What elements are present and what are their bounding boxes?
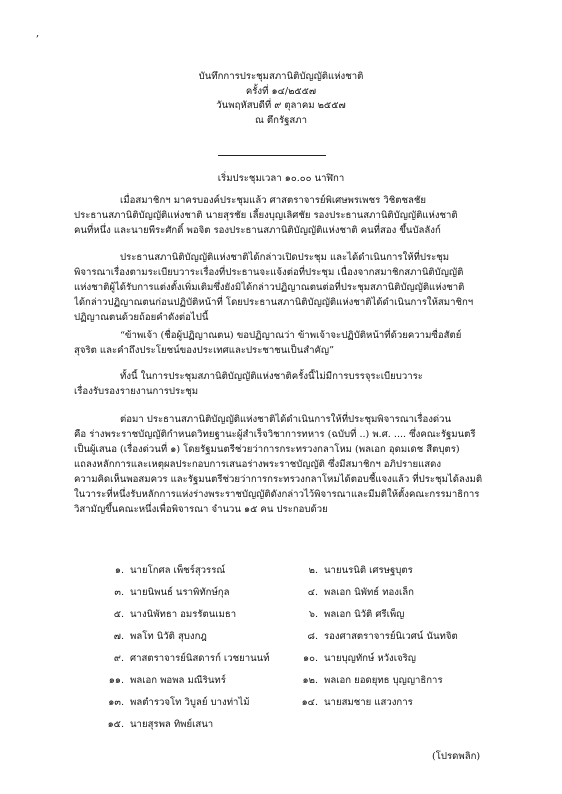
paragraph-line: คือ ร่างพระราชบัญญัติกำหนดวิทยฐานะผู้สำเร็จวิชาการทหาร (ฉบับที่ ..) พ.ศ. .... ซึ่งคณะรัฐมนตรี [74, 429, 476, 440]
member-number: ๕. [113, 609, 124, 620]
member-name: ศาสตราจารย์นิสดารก์ เวชยานนท์ [130, 653, 270, 664]
paragraph [74, 328, 492, 358]
start-time: เริ่มประชุมเวลา ๑๐.๐๐ นาฬิกา [217, 173, 345, 184]
member-number: ๓. [114, 587, 124, 598]
paragraph-line: เมื่อสมาชิกฯ มาครบองค์ประชุมแล้ว ศาสตราจารย์พิเศษพรเพชร วิชิตชลชัย [120, 195, 427, 206]
paragraph-line: ประธานสภานิติบัญญัติแห่งชาติได้กล่าวเปิดประชุม และได้ดำเนินการให้ที่ประชุม [120, 252, 450, 263]
continued-note: (โปรดพลิก) [432, 751, 481, 762]
meeting-place: ณ ตึกรัฐสภา [254, 114, 307, 126]
paragraph-line: สุจริต และคำถึงประโยชน์ของประเทศและประชาชนเป็นสำคัญ” [74, 345, 335, 356]
member-item [0, 629, 562, 644]
member-number: ๒. [308, 565, 318, 576]
member-name: พลเอก พอพล มณีรินทร์ [130, 675, 226, 686]
member-number: ๑๕. [107, 719, 124, 730]
member-name: พลตำรวจโท วิบูลย์ บางท่าไม้ [130, 697, 250, 708]
member-number: ๑๐. [303, 653, 318, 664]
member-name: นายนิพนธ์ นราพิทักษ์กุล [130, 587, 230, 598]
paragraph [74, 193, 492, 238]
session-number: ครั้งที่ ๑๔/๒๕๕๗ [245, 85, 317, 97]
member-number: ๖. [308, 609, 318, 620]
paragraph-line: วิสามัญขึ้นคณะหนึ่งเพื่อพิจารณา จำนวน ๑๕ คน ประกอบด้วย [74, 504, 328, 515]
member-name: รองศาสตราจารย์นิเวศน์ นันทจิต [324, 631, 458, 642]
member-name: พลเอก นิวัติ ศรีเพ็ญ [324, 609, 405, 620]
paragraph-line: แถลงหลักการและเหตุผลประกอบการเสนอร่างพระราชบัญญัติ ซึ่งมีสมาชิกฯ อภิปรายแสดง [74, 459, 442, 470]
member-number: ๑๓. [108, 697, 124, 708]
member-item [0, 607, 562, 622]
member-item [0, 585, 562, 600]
paragraph-line: เรื่องรับรองรายงานการประชุม [74, 386, 199, 397]
paragraph-line: “ข้าพเจ้า (ชื่อผู้ปฏิญาณตน) ขอปฏิญาณว่า ข้าพเจ้าจะปฏิบัติหน้าที่ด้วยความซื่อสัตย์ [120, 330, 462, 341]
member-item [0, 651, 562, 666]
member-item [0, 673, 562, 688]
member-number: ๑๑. [108, 675, 124, 686]
member-name: พลเอก ยอดยุทธ บุญญาธิการ [324, 675, 443, 686]
member-number: ๘. [307, 631, 318, 642]
header-divider [218, 155, 326, 156]
paragraph-line: ในวาระที่หนึ่งรับหลักการแห่งร่างพระราชบัญญัติดังกล่าวไว้พิจารณาและมีมติให้ตั้งคณะกรรมาธิการ [74, 489, 480, 500]
document-title: บันทึกการประชุมสภานิติบัญญัติแห่งชาติ [198, 71, 364, 82]
member-number: ๙. [113, 653, 124, 664]
paragraph-line: แห่งชาติผู้ได้รับการแต่งตั้งเพิ่มเติมซึ่งยังมิได้กล่าวปฏิญาณตนต่อที่ประชุมสภานิติบัญญัติแห่งชาติ [74, 282, 465, 293]
member-name: นายสุรพล ทิพย์เสนา [130, 719, 214, 730]
meeting-date: วันพฤหัสบดีที่ ๙ ตุลาคม ๒๕๕๗ [216, 100, 346, 111]
member-item [0, 563, 562, 578]
member-name: นายบุญทักษ์ หวังเจริญ [324, 653, 416, 664]
member-item [0, 695, 562, 710]
paragraph-line: ประธานสภานิติบัญญัติแห่งชาติ นายสุรชัย เลี้ยงบุญเลิศชัย รองประธานสภานิติบัญญัติแห่งชาติ [74, 210, 458, 221]
member-number: ๑๒. [302, 675, 318, 686]
paragraph [74, 250, 492, 325]
document-header [0, 70, 562, 128]
paragraph-line: ทั้งนี้ ในการประชุมสภานิติบัญญัติแห่งชาติครั้งนี้ไม่มีการบรรจุระเบียบวาระ [120, 371, 423, 382]
member-name: นายโกศล เพ็ชร์สุวรรณ์ [130, 565, 226, 576]
paragraph-line: คนที่หนึ่ง และนายพีระศักดิ์ พอจิต รองประธานสภานิติบัญญัติแห่งชาติ คนที่สอง ขึ้นบัลลังก์ [74, 225, 441, 236]
member-name: นายสมชาย แสวงการ [324, 697, 413, 708]
paragraph-line: ปฏิญาณตนด้วยถ้อยคำดังต่อไปนี้ [74, 312, 209, 323]
member-name: พลเอก นิพัทธ์ ทองเล็ก [324, 587, 414, 598]
member-item [0, 717, 562, 732]
member-number: ๔. [307, 587, 318, 598]
paragraph [74, 412, 492, 517]
paragraph-line: ต่อมา ประธานสภานิติบัญญัติแห่งชาติได้ดำเนินการให้ที่ประชุมพิจารณาเรื่องด่วน [120, 414, 452, 425]
member-number: ๗. [113, 631, 124, 642]
member-name: พลโท นิวัติ สุบงกฎ [130, 631, 207, 642]
member-name: นายนรนิติ เศรษฐบุตร [324, 565, 413, 576]
member-name: นางนิพัทธา อมรรัตนเมธา [130, 609, 237, 620]
paragraph-line: ได้กล่าวปฏิญาณตนก่อนปฏิบัติหน้าที่ โดยประธานสภานิติบัญญัติแห่งชาติได้ดำเนินการให้สมาชิกฯ [74, 297, 474, 308]
paragraph-line: พิจารณาเรื่องตามระเบียบวาระเรื่องที่ประธานจะแจ้งต่อที่ประชุม เนื่องจากสมาชิกสภานิติบัญญัติ [74, 267, 464, 278]
corner-mark: , [36, 28, 40, 39]
member-number: ๑๔. [301, 697, 318, 708]
paragraph-line: เป็นผู้เสนอ (เรื่องด่วนที่ ๑) โดยรัฐมนตรีช่วยว่าการกระทรวงกลาโหม (พลเอก อุดมเดช สีตบุตร) [74, 444, 460, 455]
paragraph [74, 369, 492, 399]
paragraph-line: ความคิดเห็นพอสมควร และรัฐมนตรีช่วยว่าการกระทรวงกลาโหมได้ตอบชี้แจงแล้ว ที่ประชุมได้ลงมติ [74, 474, 483, 485]
member-number: ๑. [114, 565, 124, 576]
